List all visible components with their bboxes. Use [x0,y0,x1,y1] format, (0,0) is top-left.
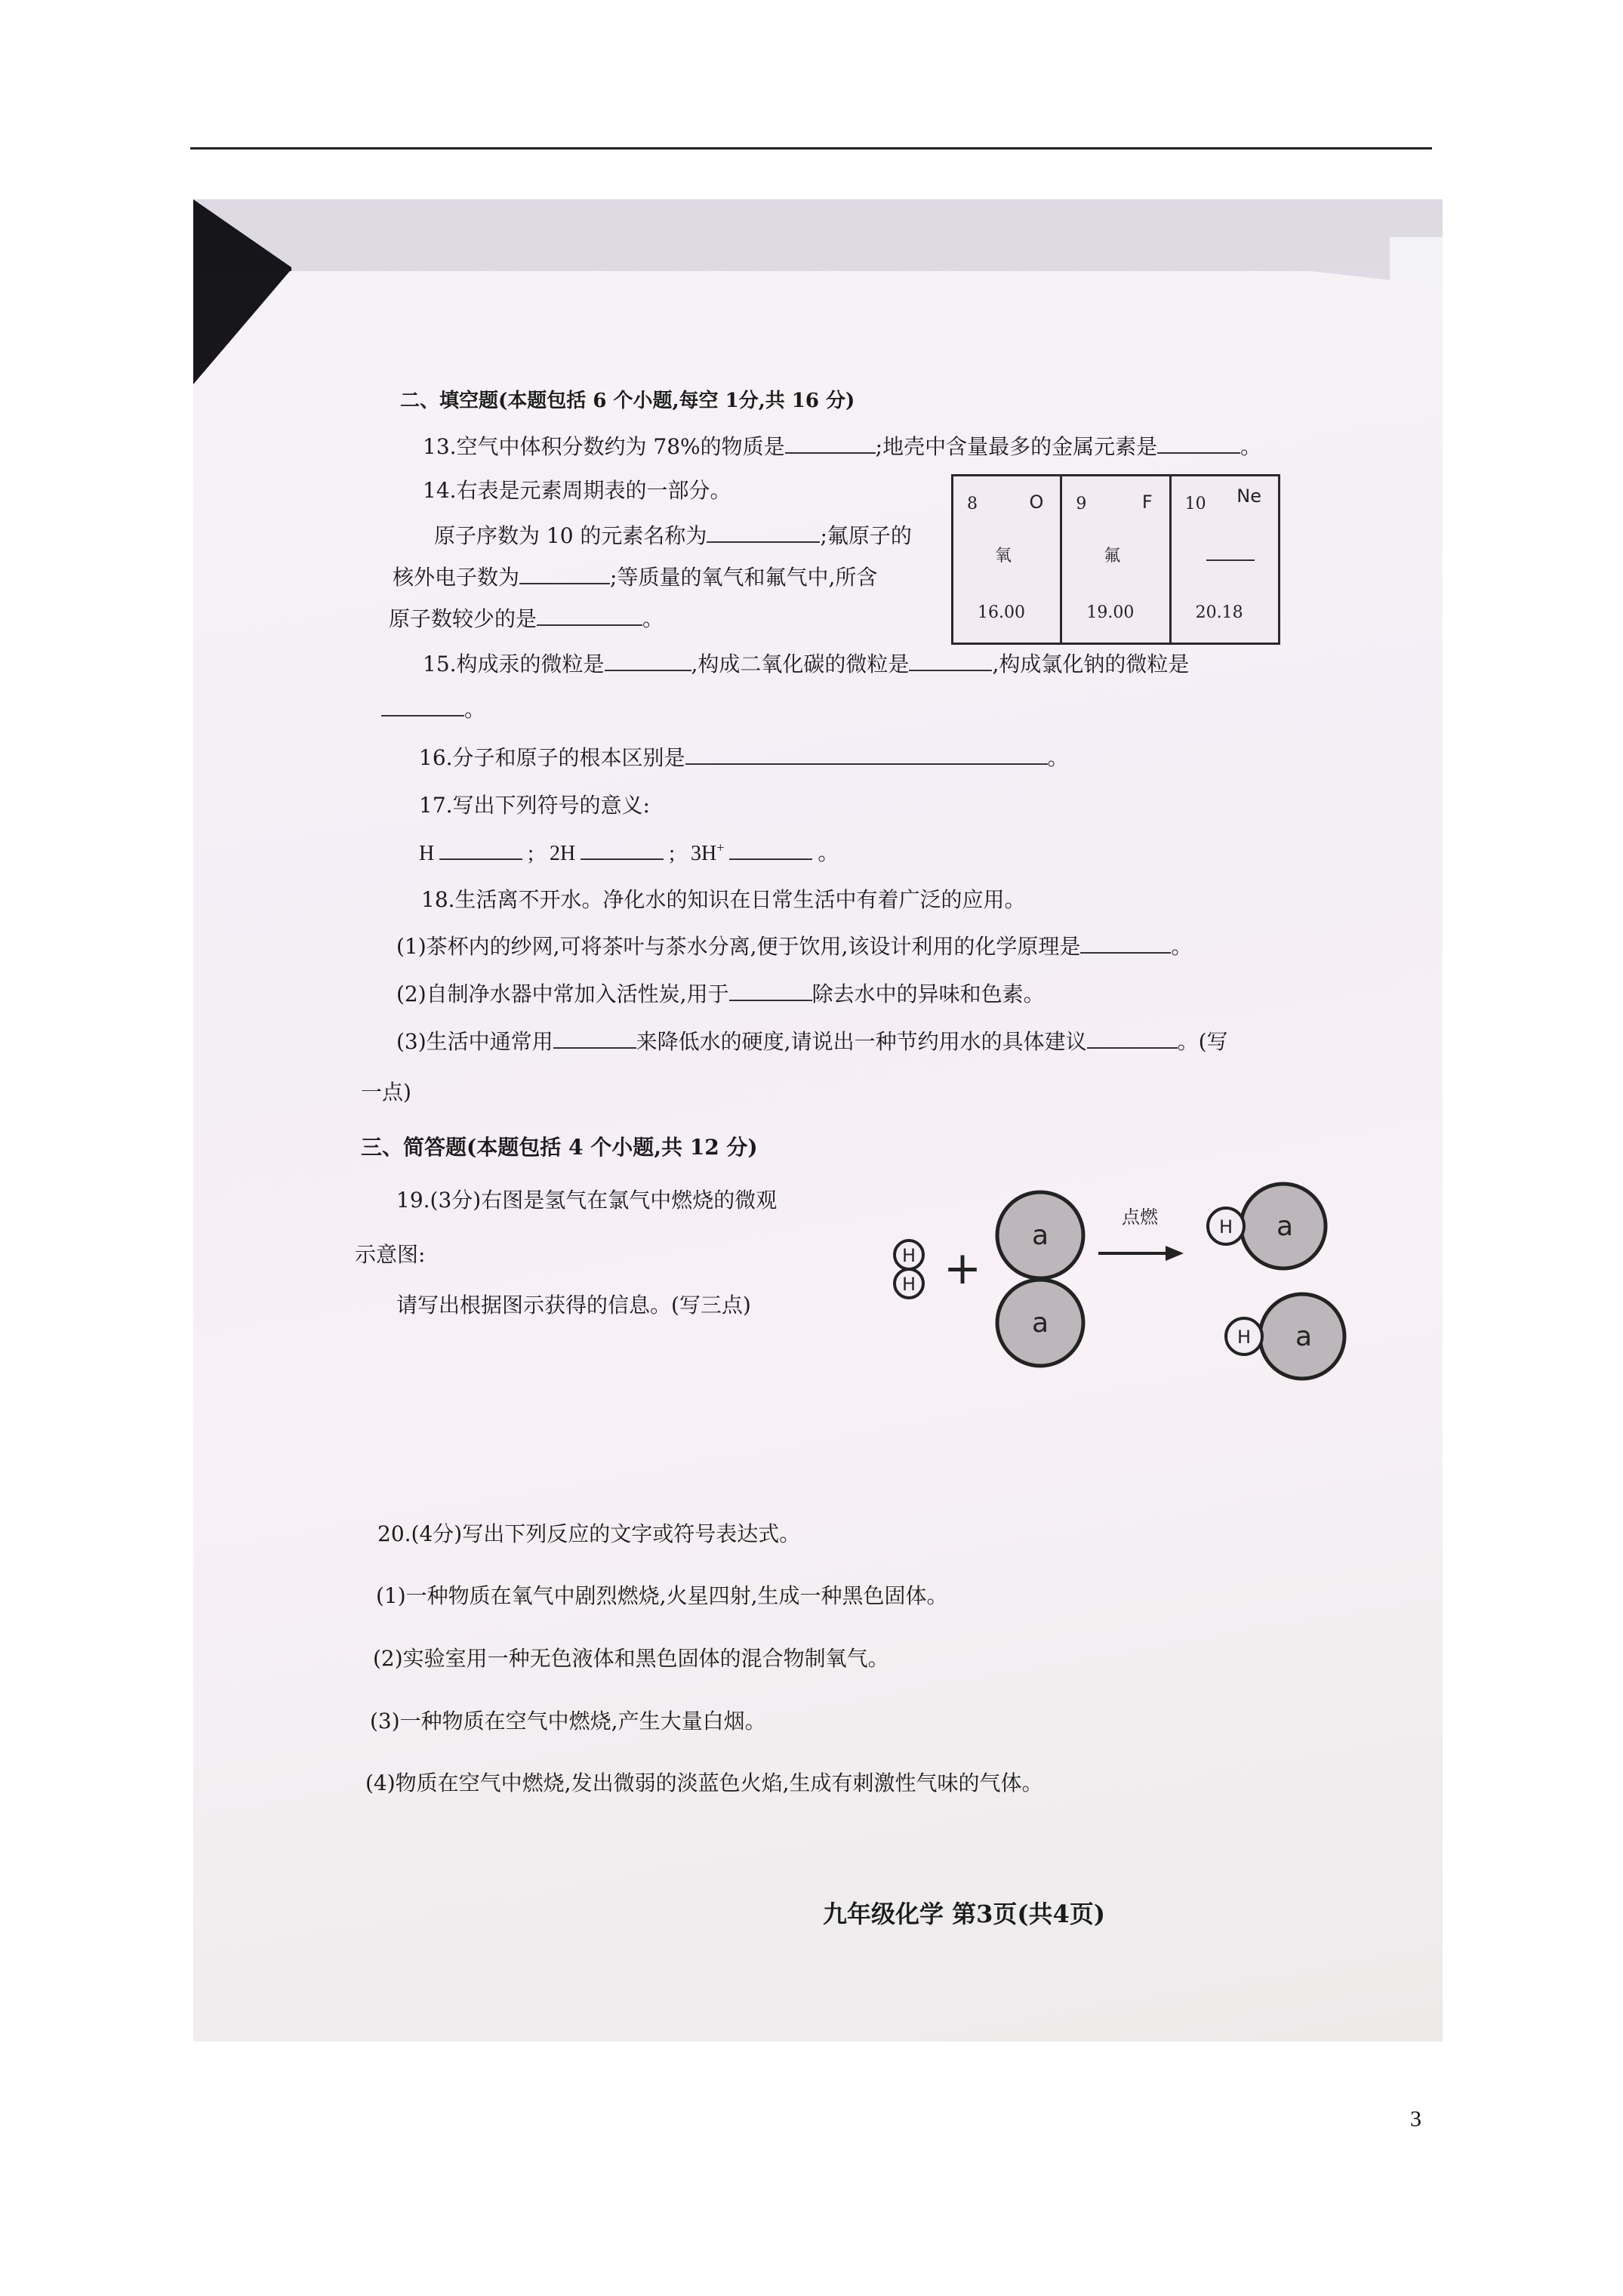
question-13: 13.空气中体积分数约为 78%的物质是 ;地壳中含量最多的金属元素是 。 [423,434,1262,459]
page-number: 3 [1410,2106,1421,2131]
svg-text:a: a [1031,1220,1049,1251]
svg-text:a: a [1031,1308,1049,1339]
question-20-part2: (2)实验室用一种无色液体和黑色固体的混合物制氧气。 [373,1646,889,1671]
plus-sign: + [943,1242,982,1295]
question-15: 15.构成汞的微粒是 ,构成二氧化碳的微粒是 ,构成氯化钠的微粒是 [423,652,1190,676]
question-20-part3: (3)一种物质在空气中燃烧,产生大量白烟。 [370,1709,766,1734]
hydrogen-molecule [895,1240,923,1298]
section-title: 三、简答题(本题包括 4 个小题,共 12 分) [361,1135,758,1160]
question-18-part2: (2)自制净水器中常加入活性炭,用于 除去水中的异味和色素。 [396,982,1045,1006]
periodic-table-excerpt [951,474,1280,645]
question-14-line: 原子序数为 10 的元素名称为 ;氟原子的 [434,523,912,548]
svg-text:H: H [1218,1216,1233,1237]
question-16: 16.分子和原子的根本区别是 。 [419,745,1069,770]
question-18: 18.生活离不开水。净化水的知识在日常生活中有着广泛的应用。 [421,887,1026,912]
hcl-molecule [1226,1294,1344,1379]
question-20: 20.(4分)写出下列反应的文字或符号表达式。 [377,1521,801,1546]
question-14: 14.右表是元素周期表的一部分。 [423,478,731,503]
header-rule [190,147,1432,149]
reaction-arrow [1098,1207,1184,1261]
question-19: 19.(3分)右图是氢气在氯气中燃烧的微观 [396,1188,778,1213]
svg-text:a: a [1295,1321,1313,1352]
hcl-molecule [1208,1184,1326,1268]
question-14-line: 原子数较少的是 。 [389,606,664,631]
question-18-part3: (3)生活中通常用 来降低水的硬度,请说出一种节约用水的具体建议 。(写 [396,1029,1228,1054]
element-cell: 8 O 氧 16.00 [953,476,1062,643]
hcl-reaction-diagram [891,1178,1374,1397]
svg-text:a: a [1276,1211,1294,1242]
svg-text:H: H [1236,1327,1252,1348]
question-15-line: 。 [381,693,485,723]
element-cell: 10 Ne 20.18 [1184,485,1261,622]
question-20-part1: (1)一种物质在氧气中剧烈燃烧,火星四射,生成一种黑色固体。 [376,1583,948,1608]
question-20-part4: (4)物质在空气中燃烧,发出微弱的淡蓝色火焰,生成有刺激性气味的气体。 [365,1771,1043,1795]
question-17: 17.写出下列符号的意义: [419,793,650,818]
question-19-line: 示意图: [355,1242,426,1267]
svg-text:H: H [901,1274,916,1295]
question-18-part3-end: 一点) [361,1080,411,1105]
svg-text:H: H [901,1245,916,1266]
chlorine-molecule [997,1192,1083,1366]
sheet-footer: 九年级化学 第3页(共4页) [823,1900,1105,1928]
svg-text:点燃: 点燃 [1122,1207,1158,1228]
question-17-symbols: H ; 2H ; 3H+ 。 [419,840,839,865]
name-blank [1206,559,1255,561]
question-18-part1: (1)茶杯内的纱网,可将茶叶与茶水分离,便于饮用,该设计利用的化学原理是 。 [396,934,1193,959]
question-14-line: 核外电子数为 ;等质量的氧气和氟气中,所含 [393,565,878,590]
element-cell: 9 F 氟 19.00 [1062,476,1171,643]
section-title: 二、填空题(本题包括 6 个小题,每空 1分,共 16 分) [400,390,855,412]
question-19-line: 请写出根据图示获得的信息。(写三点) [396,1293,751,1318]
